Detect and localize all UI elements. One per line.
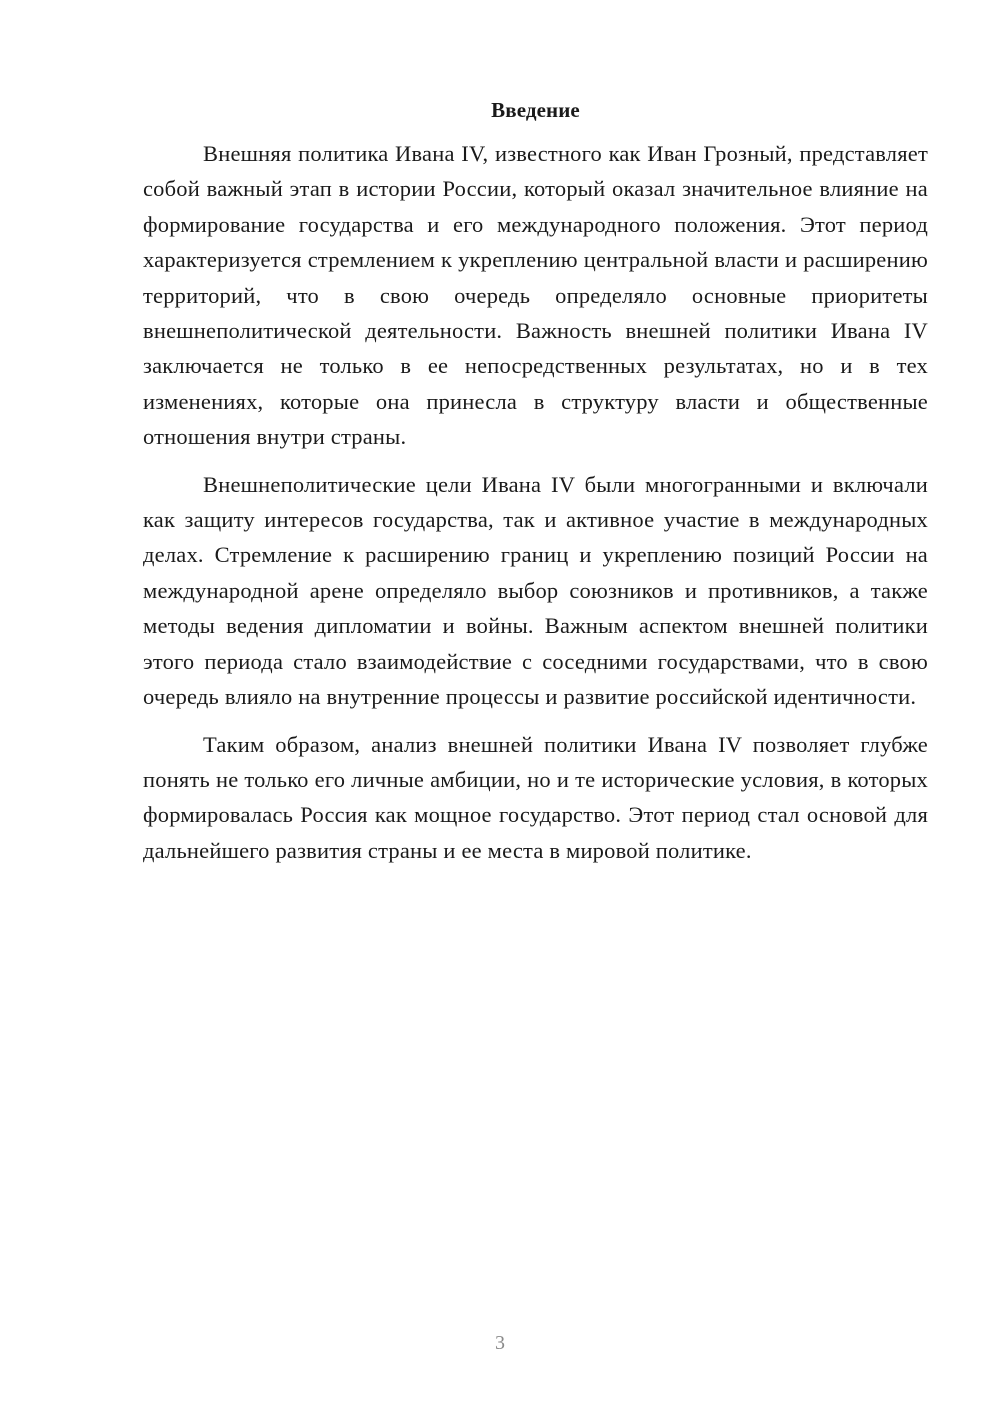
paragraph-1: Внешняя политика Ивана IV, известного как Иван Грозный, представляет собой важный этап в истории России, который оказал значительное влияние на формирование государства и его международного положения. Этот период характеризуется стремлением к укреплению центральной власти и расширению территорий, что в свою очередь определяло основные приоритеты внешнеполитической деятельности. Важность внешней политики Ивана IV заключается не только в ее непосредственных результатах, но и в тех изменениях, которые она принесла в структуру власти и общественные отношения внутри страны.: [143, 141, 928, 450]
paragraph-3: Таким образом, анализ внешней политики Ивана IV позволяет глубже понять не только его личные амбиции, но и те исторические условия, в которых формировалась Россия как мощное государство. Этот период стал основой для дальнейшего развития страны и ее места в мировой политике.: [143, 731, 928, 863]
section-heading: Введение: [491, 98, 580, 122]
page-number: 3: [495, 1332, 505, 1354]
page-content: [143, 94, 928, 880]
paragraph-2: Внешнеполитические цели Ивана IV были многогранными и включали как защиту интересов государства, так и активное участие в международных делах. Стремление к расширению границ и укреплению позиций России на международной арене определяло выбор союзников и противников, а также методы ведения дипломатии и войны. Важным аспектом внешней политики этого периода стало взаимодействие с соседними государствами, что в свою очередь влияло на внутренние процессы и развитие российской идентичности.: [143, 471, 928, 710]
